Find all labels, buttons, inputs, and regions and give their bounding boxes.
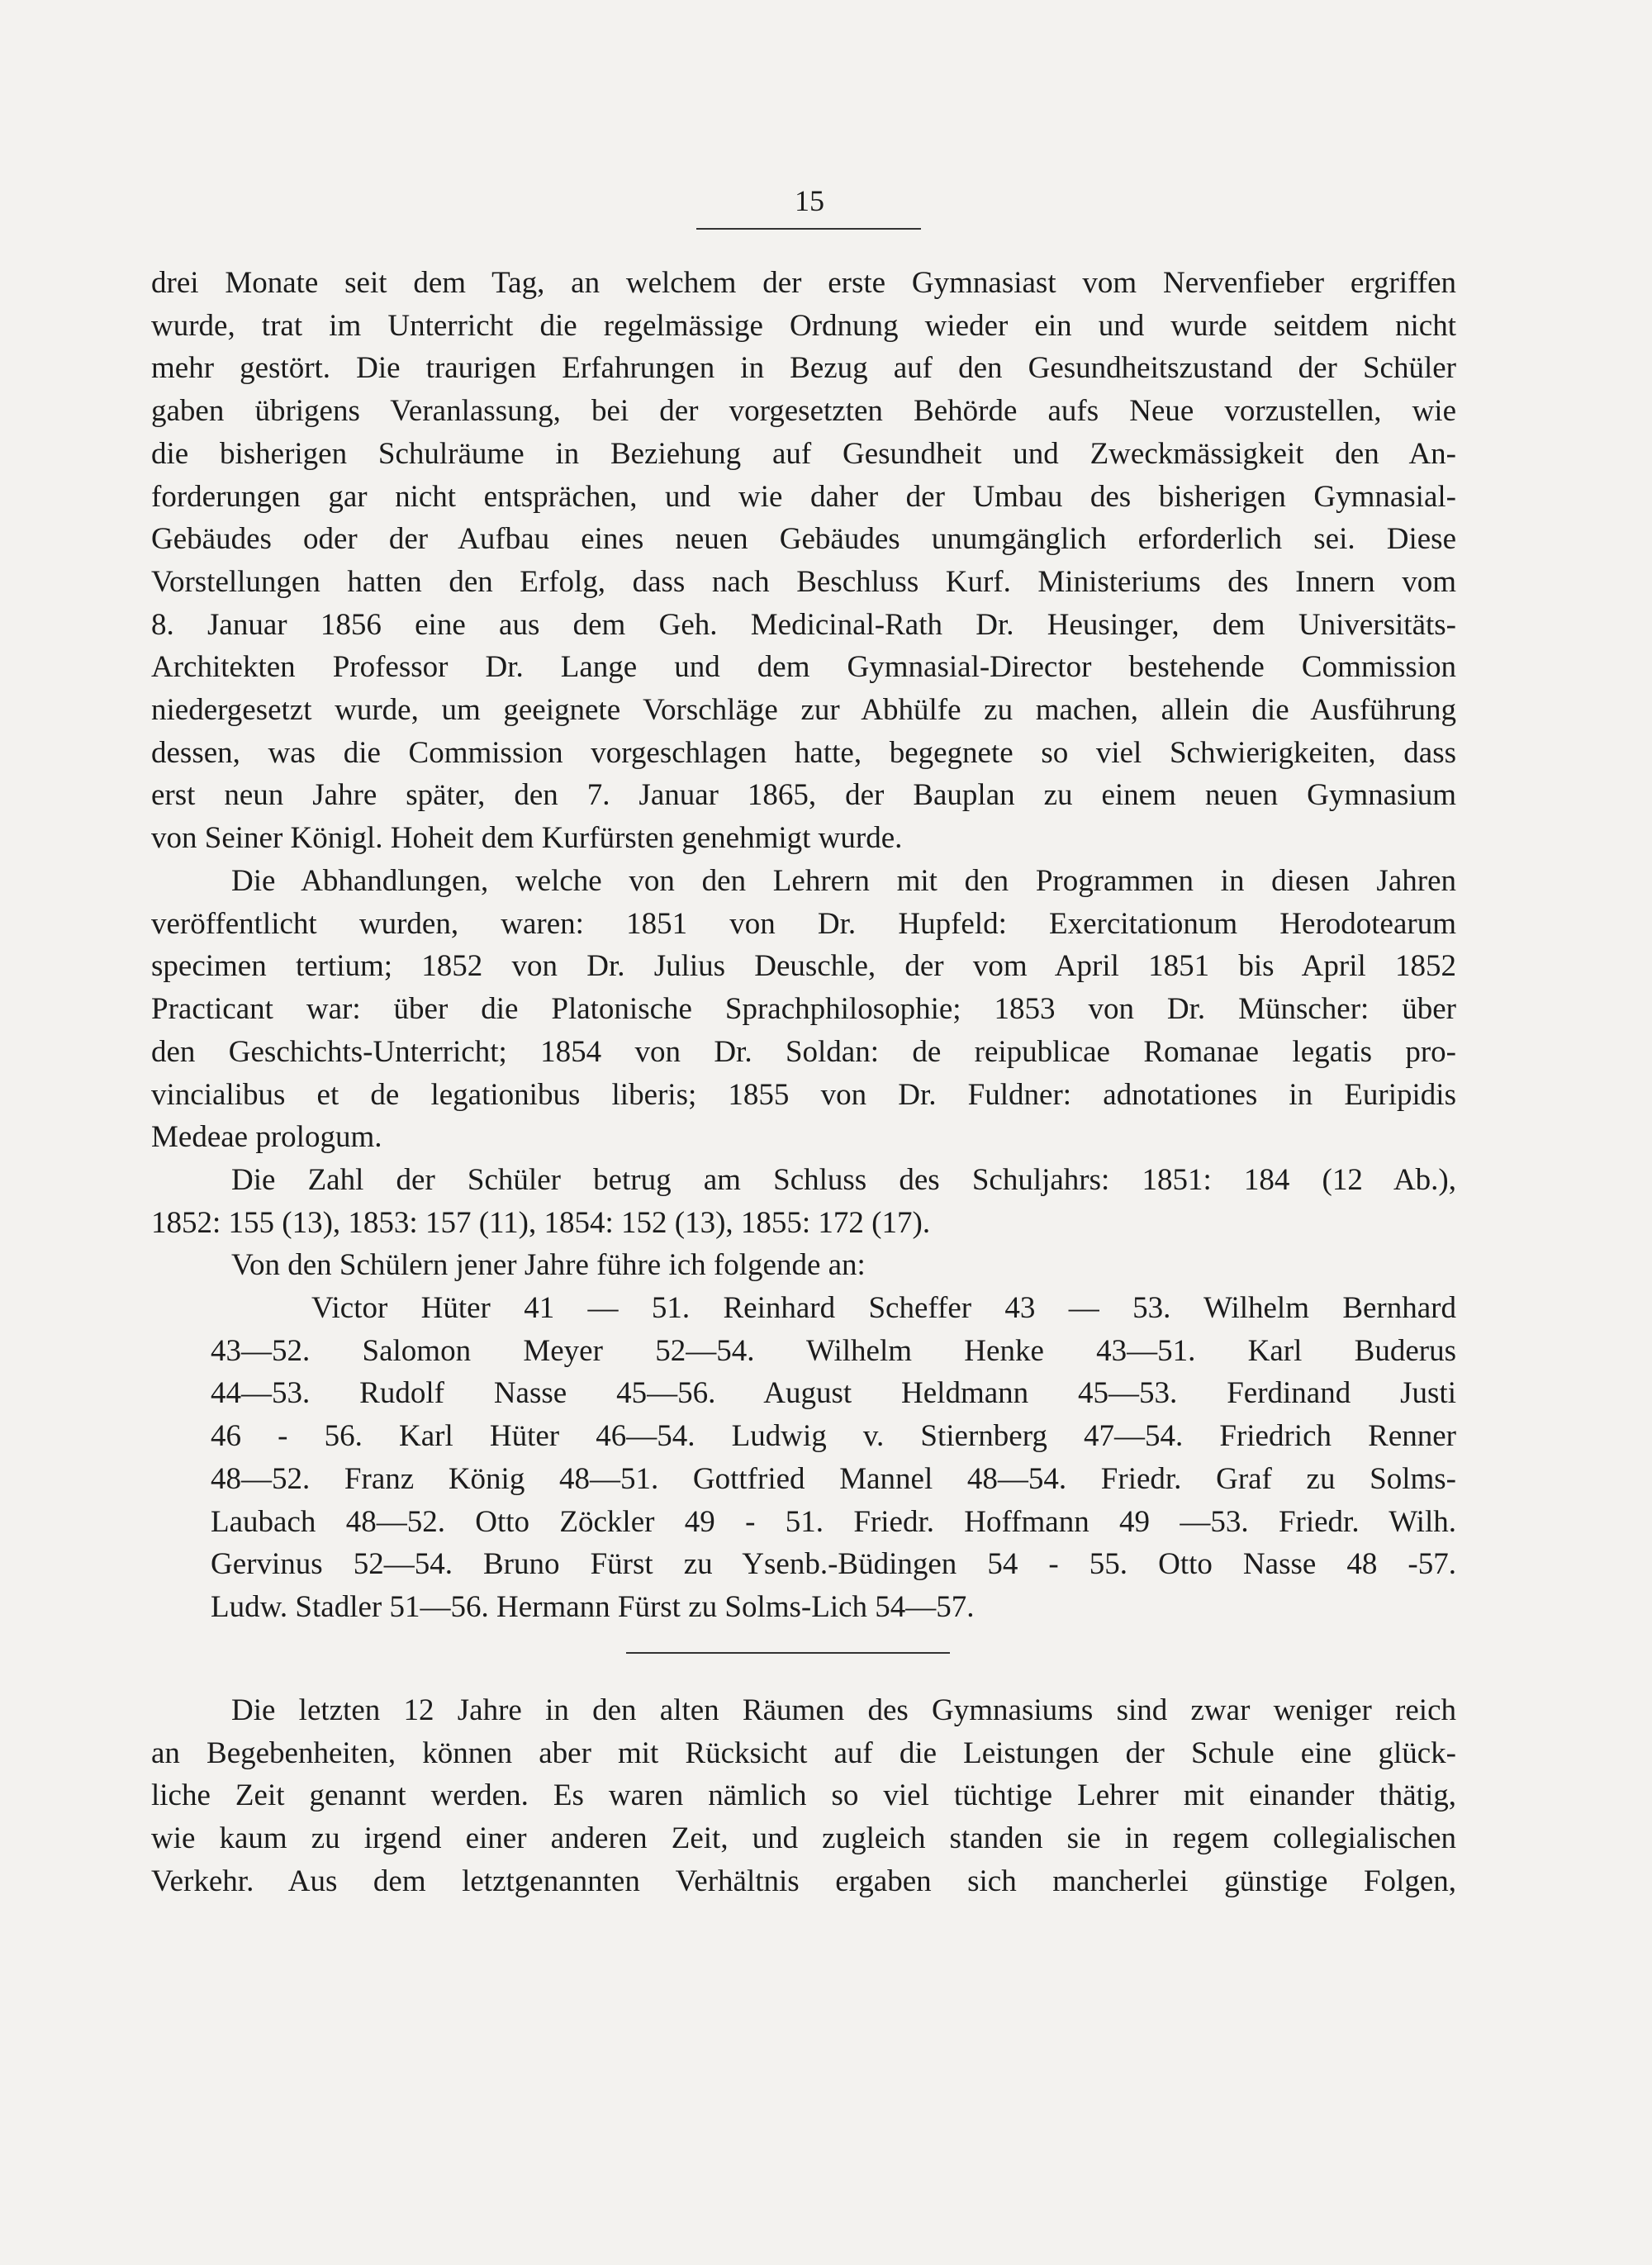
- paragraph-1-line: die bisherigen Schulräume in Beziehung auf Gesundheit und Zweckmässigkeit den An-: [151, 436, 1456, 471]
- paragraph-5-line: Die letzten 12 Jahre in den alten Räumen des Gymnasiums sind zwar weniger reich: [231, 1693, 1456, 1727]
- student-list-line: 43—52. Salomon Meyer 52—54. Wilhelm Henke 43—51. Karl Buderus: [211, 1333, 1456, 1368]
- paragraph-1-line: gaben übrigens Veranlassung, bei der vorgesetzten Behörde aufs Neue vorzustellen, wie: [151, 394, 1456, 429]
- paragraph-5-line: wie kaum zu irgend einer anderen Zeit, und zugleich standen sie in regem collegialischen: [151, 1821, 1456, 1856]
- paragraph-2-line: Medeae prologum.: [151, 1120, 382, 1155]
- student-list-line: Laubach 48—52. Otto Zöckler 49 - 51. Friedr. Hoffmann 49 —53. Friedr. Wilh.: [211, 1504, 1456, 1539]
- paragraph-1-line: 8. Januar 1856 eine aus dem Geh. Medicinal-Rath Dr. Heusinger, dem Universitäts-: [151, 607, 1456, 642]
- paragraph-5-line: liche Zeit genannt werden. Es waren nämlich so viel tüchtige Lehrer mit einander thätig,: [151, 1778, 1456, 1813]
- paragraph-2: [151, 860, 1456, 1159]
- paragraph-1-line: drei Monate seit dem Tag, an welchem der erste Gymnasiast vom Nervenfieber ergriffen: [151, 266, 1456, 300]
- paragraph-3: [151, 1159, 1456, 1244]
- student-list-line: 44—53. Rudolf Nasse 45—56. August Heldmann 45—53. Ferdinand Justi: [211, 1376, 1456, 1411]
- paragraph-1: [151, 262, 1456, 860]
- student-list-line: Ludw. Stadler 51—56. Hermann Fürst zu Solms-Lich 54—57.: [211, 1589, 975, 1624]
- paragraph-3-line: 1852: 155 (13), 1853: 157 (11), 1854: 152 (13), 1855: 172 (17).: [151, 1205, 931, 1240]
- paragraph-4-intro-line: Von den Schülern jener Jahre führe ich folgende an:: [231, 1248, 866, 1282]
- page-number: 15: [795, 184, 824, 217]
- student-list-line: 48—52. Franz König 48—51. Gottfried Mannel 48—54. Friedr. Graf zu Solms-: [211, 1461, 1456, 1496]
- student-list-line: Victor Hüter 41 — 51. Reinhard Scheffer 43 — 53. Wilhelm Bernhard: [311, 1291, 1456, 1325]
- paragraph-3-line: Die Zahl der Schüler betrug am Schluss des Schuljahrs: 1851: 184 (12 Ab.),: [231, 1163, 1456, 1197]
- paragraph-1-line: niedergesetzt wurde, um geeignete Vorschläge zur Abhülfe zu machen, allein die Ausführung: [151, 693, 1456, 728]
- paragraph-1-line: von Seiner Königl. Hoheit dem Kurfürsten genehmigt wurde.: [151, 821, 903, 856]
- paragraph-1-line: forderungen gar nicht entsprächen, und wie daher der Umbau des bisherigen Gymnasial-: [151, 479, 1456, 514]
- paragraph-5-line: Verkehr. Aus dem letztgenannten Verhältnis ergaben sich mancherlei günstige Folgen,: [151, 1864, 1456, 1898]
- paragraph-1-line: dessen, was die Commission vorgeschlagen hatte, begegnete so viel Schwierigkeiten, dass: [151, 735, 1456, 770]
- paragraph-1-line: erst neun Jahre später, den 7. Januar 1865, der Bauplan zu einem neuen Gymnasium: [151, 778, 1456, 813]
- paragraph-2-line: den Geschichts-Unterricht; 1854 von Dr. Soldan: de reipublicae Romanae legatis pro-: [151, 1034, 1456, 1069]
- paragraph-1-line: Vorstellungen hatten den Erfolg, dass nach Beschluss Kurf. Ministeriums des Innern vom: [151, 564, 1456, 599]
- student-list-line: 46 - 56. Karl Hüter 46—54. Ludwig v. Stiernberg 47—54. Friedrich Renner: [211, 1419, 1456, 1454]
- paragraph-2-line: specimen tertium; 1852 von Dr. Julius Deuschle, der vom April 1851 bis April 1852: [151, 949, 1456, 984]
- paragraph-1-line: wurde, trat im Unterricht die regelmässige Ordnung wieder ein und wurde seitdem nicht: [151, 308, 1456, 343]
- paragraph-4-intro: [151, 1244, 1456, 1287]
- student-list-line: Gervinus 52—54. Bruno Fürst zu Ysenb.-Büdingen 54 - 55. Otto Nasse 48 -57.: [211, 1547, 1456, 1582]
- paragraph-2-line: Practicant war: über die Platonische Sprachphilosophie; 1853 von Dr. Münscher: über: [151, 992, 1456, 1027]
- paragraph-2-line: vincialibus et de legationibus liberis; 1855 von Dr. Fuldner: adnotationes in Euripidis: [151, 1077, 1456, 1112]
- paragraph-1-line: mehr gestört. Die traurigen Erfahrungen in Bezug auf den Gesundheitszustand der Schüler: [151, 351, 1456, 386]
- paragraph-2-line: veröffentlicht wurden, waren: 1851 von Dr. Hupfeld: Exercitationum Herodotearum: [151, 906, 1456, 941]
- student-list: [211, 1287, 1456, 1629]
- section-divider: [626, 1652, 950, 1654]
- paragraph-1-line: Architekten Professor Dr. Lange und dem Gymnasial-Director bestehende Commission: [151, 650, 1456, 685]
- paragraph-5: [151, 1689, 1456, 1903]
- paragraph-1-line: Gebäudes oder der Aufbau eines neuen Gebäudes unumgänglich erforderlich sei. Diese: [151, 522, 1456, 557]
- paragraph-2-line: Die Abhandlungen, welche von den Lehrern mit den Programmen in diesen Jahren: [231, 864, 1456, 898]
- header-rule: [696, 228, 921, 230]
- paragraph-5-line: an Begebenheiten, können aber mit Rücksicht auf die Leistungen der Schule eine glück-: [151, 1736, 1456, 1770]
